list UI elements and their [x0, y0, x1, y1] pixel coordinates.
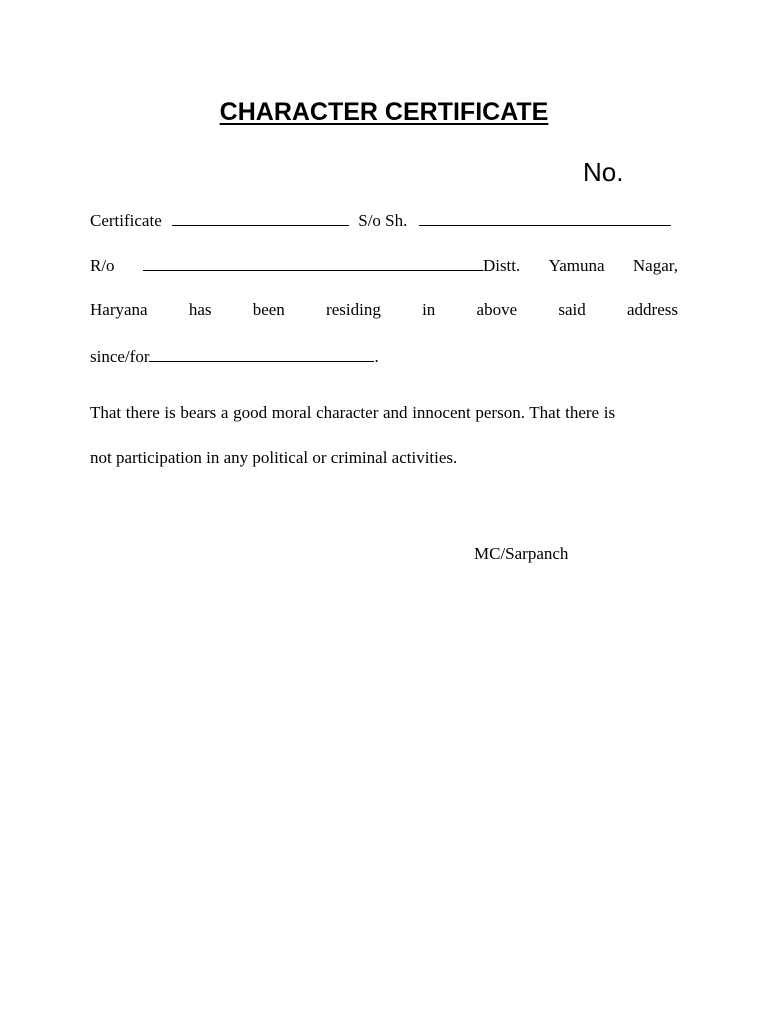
certificate-title: CHARACTER CERTIFICATE: [219, 98, 549, 126]
since-for-label: since/for: [90, 347, 150, 366]
certificate-line-2: [90, 254, 678, 278]
line3-word: above: [476, 300, 518, 319]
address-group: [143, 254, 520, 278]
line4-period: .: [374, 347, 379, 366]
certificate-word: Certificate: [90, 211, 162, 230]
name-blank: [172, 211, 349, 226]
certificate-line-3: [90, 298, 678, 322]
certificate-line-1: [90, 209, 678, 233]
certificate-paragraph-2-line-1: [90, 401, 678, 425]
certificate-paragraph-2-line-2: [90, 446, 678, 470]
line3-word: in: [422, 300, 436, 319]
certificate-line-4: [90, 345, 678, 369]
paragraph-2-text-1: That there is bears a good moral character and innocent person. That there is: [90, 403, 616, 422]
line3-word: been: [252, 300, 285, 319]
line3-word: Haryana: [90, 300, 148, 319]
line3-word: residing: [326, 300, 381, 319]
district-name-word1: Yamuna: [548, 256, 605, 275]
certificate-number-label: No.: [583, 157, 624, 187]
line3-word: address: [626, 300, 678, 319]
son-of-label: S/o Sh.: [358, 211, 408, 230]
district-name-word2: Nagar,: [632, 256, 678, 275]
signature-label: MC/Sarpanch: [474, 544, 569, 563]
duration-blank: [149, 347, 374, 362]
resident-of-label: R/o: [90, 256, 115, 275]
line3-word: said: [558, 300, 586, 319]
paragraph-2-text-2: not participation in any political or criminal activities.: [90, 448, 458, 467]
father-name-blank: [419, 211, 671, 226]
district-label: Distt.: [482, 256, 521, 275]
line3-word: has: [188, 300, 212, 319]
address-blank: [143, 256, 483, 271]
